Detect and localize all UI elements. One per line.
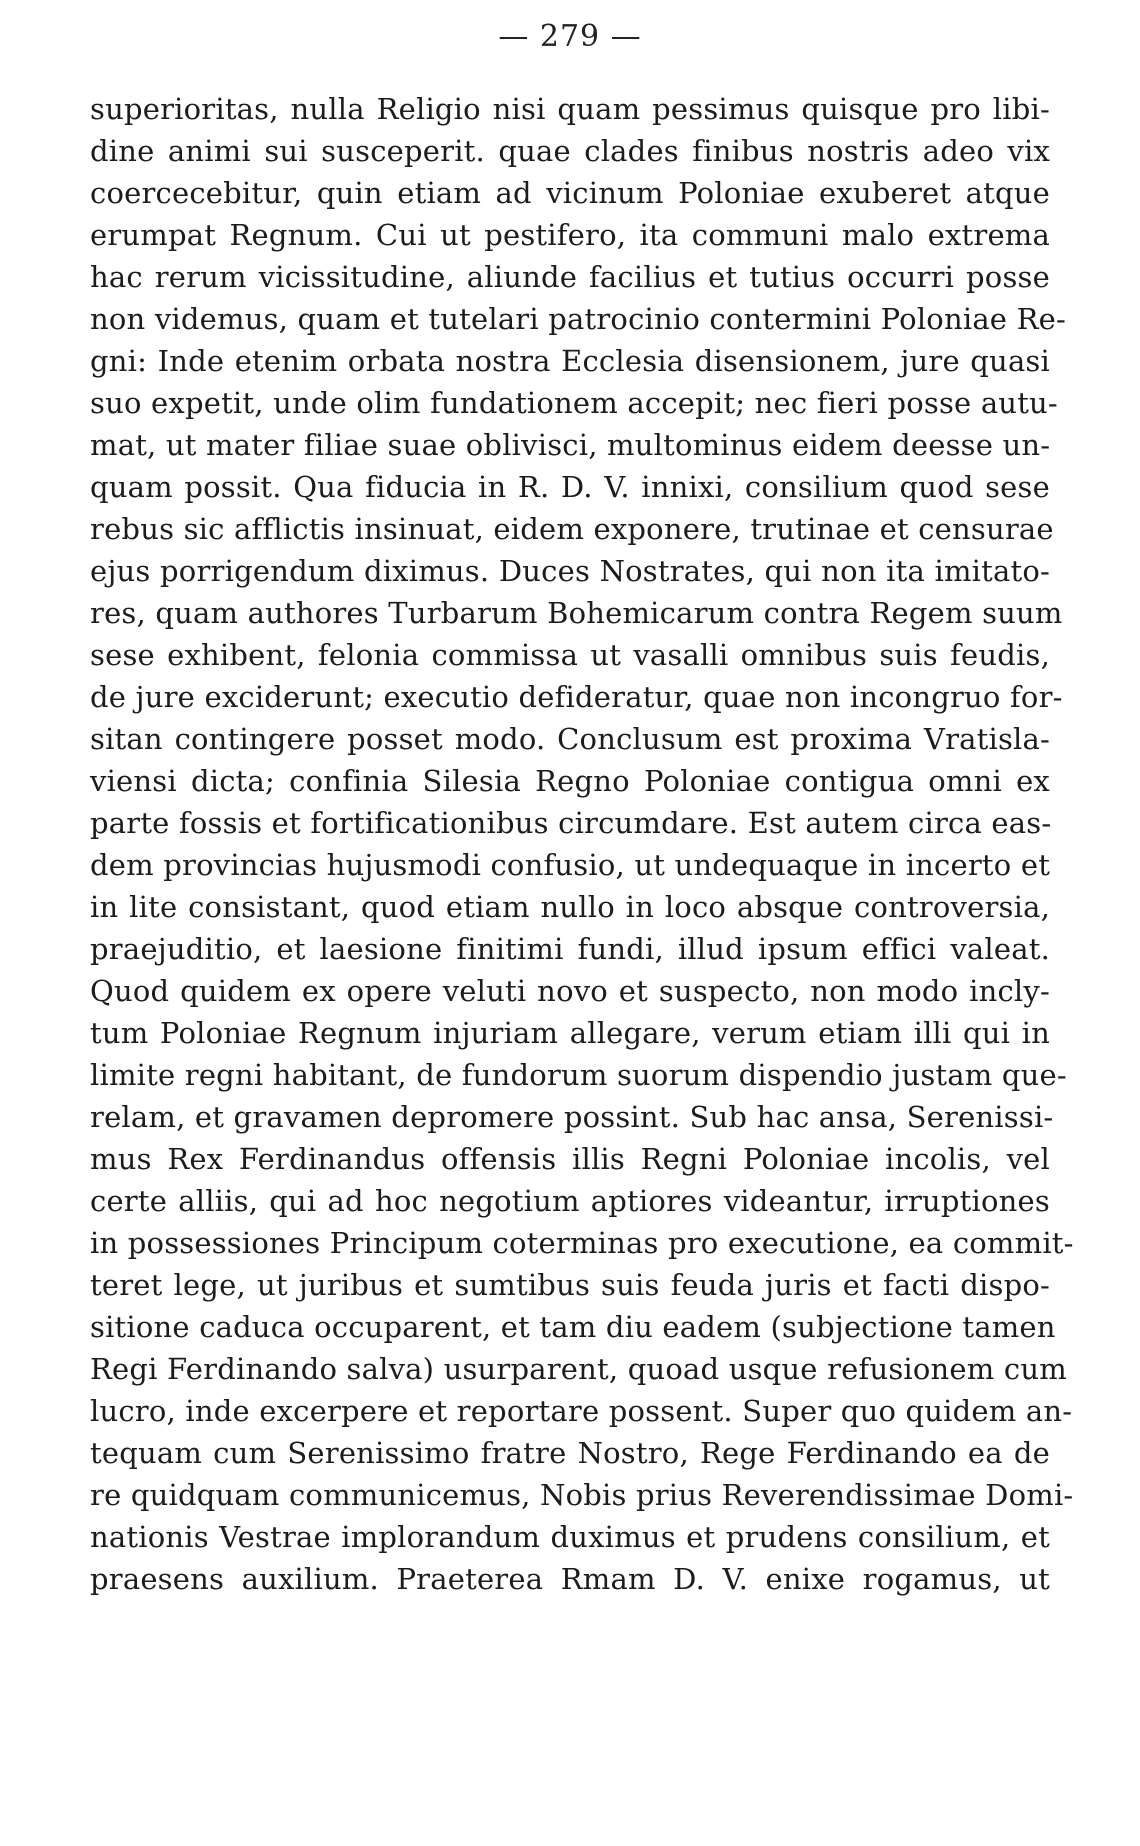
text-line: praejuditio, et laesione finitimi fundi, illud ipsum effici valeat. (90, 932, 1050, 966)
text-line: Quod quidem ex opere veluti novo et suspecto, non modo incly- (90, 974, 1050, 1008)
text-line: sitan contingere posset modo. Conclusum est proxima Vratisla- (90, 722, 1050, 756)
text-line: re quidquam communicemus, Nobis prius Reverendissimae Domi- (90, 1478, 1074, 1512)
text-line: nationis Vestrae implorandum duximus et prudens consilium, et (90, 1520, 1050, 1554)
text-line: hac rerum vicissitudine, aliunde facilius et tutius occurri posse (90, 260, 1050, 294)
text-line: Regi Ferdinando salva) usurparent, quoad usque refusionem cum (90, 1352, 1067, 1386)
text-line: erumpat Regnum. Cui ut pestifero, ita communi malo extrema (90, 218, 1050, 252)
page-number: — 279 — (498, 19, 642, 54)
text-line: in possessiones Principum coterminas pro executione, ea commit- (90, 1226, 1074, 1260)
text-line: lucro, inde excerpere et reportare possent. Super quo quidem an- (90, 1394, 1073, 1428)
text-line: tum Poloniae Regnum injuriam allegare, verum etiam illi qui in (90, 1016, 1050, 1050)
text-line: parte fossis et fortificationibus circumdare. Est autem circa eas- (90, 806, 1052, 840)
text-line: tequam cum Serenissimo fratre Nostro, Rege Ferdinando ea de (90, 1436, 1050, 1470)
text-line: gni: Inde etenim orbata nostra Ecclesia disensionem, jure quasi (90, 344, 1050, 378)
text-line: mus Rex Ferdinandus offensis illis Regni Poloniae incolis, vel (90, 1142, 1050, 1176)
text-line: praesens auxilium. Praeterea Rmam D. V. enixe rogamus, ut (90, 1562, 1050, 1596)
text-line: coercecebitur, quin etiam ad vicinum Poloniae exuberet atque (90, 176, 1050, 210)
text-line: res, quam authores Turbarum Bohemicarum contra Regem suum (90, 596, 1063, 630)
text-line: superioritas, nulla Religio nisi quam pessimus quisque pro libi- (90, 92, 1050, 126)
text-line: certe alliis, qui ad hoc negotium aptiores videantur, irruptiones (90, 1184, 1050, 1218)
text-line: ejus porrigendum diximus. Duces Nostrates, qui non ita imitato- (90, 554, 1050, 588)
text-line: quam possit. Qua fiducia in R. D. V. innixi, consilium quod sese (90, 470, 1050, 504)
text-line: in lite consistant, quod etiam nullo in loco absque controversia, (90, 890, 1050, 924)
text-line: limite regni habitant, de fundorum suorum dispendio justam que- (90, 1058, 1067, 1092)
text-line: sitione caduca occuparent, et tam diu eadem (subjectione tamen (90, 1310, 1056, 1344)
text-line: mat, ut mater filiae suae oblivisci, multominus eidem deesse un- (90, 428, 1051, 462)
text-line: dem provincias hujusmodi confusio, ut undequaque in incerto et (90, 848, 1051, 882)
text-line: dine animi sui susceperit. quae clades finibus nostris adeo vix (90, 134, 1050, 168)
text-line: sese exhibent, felonia commissa ut vasalli omnibus suis feudis, (90, 638, 1050, 672)
text-line: teret lege, ut juribus et sumtibus suis feuda juris et facti dispo- (90, 1268, 1050, 1302)
text-line: non videmus, quam et tutelari patrocinio contermini Poloniae Re- (90, 302, 1066, 336)
text-line: de jure exciderunt; executio defideratur, quae non incongruo for- (90, 680, 1063, 714)
body-text (90, 88, 1074, 1600)
text-line: suo expetit, unde olim fundationem accepit; nec fieri posse autu- (90, 386, 1058, 420)
text-line: rebus sic afflictis insinuat, eidem exponere, trutinae et censurae (90, 512, 1054, 546)
text-line: relam, et gravamen depromere possint. Sub hac ansa, Serenissi- (90, 1100, 1054, 1134)
text-line: viensi dicta; confinia Silesia Regno Poloniae contigua omni ex (90, 764, 1050, 798)
